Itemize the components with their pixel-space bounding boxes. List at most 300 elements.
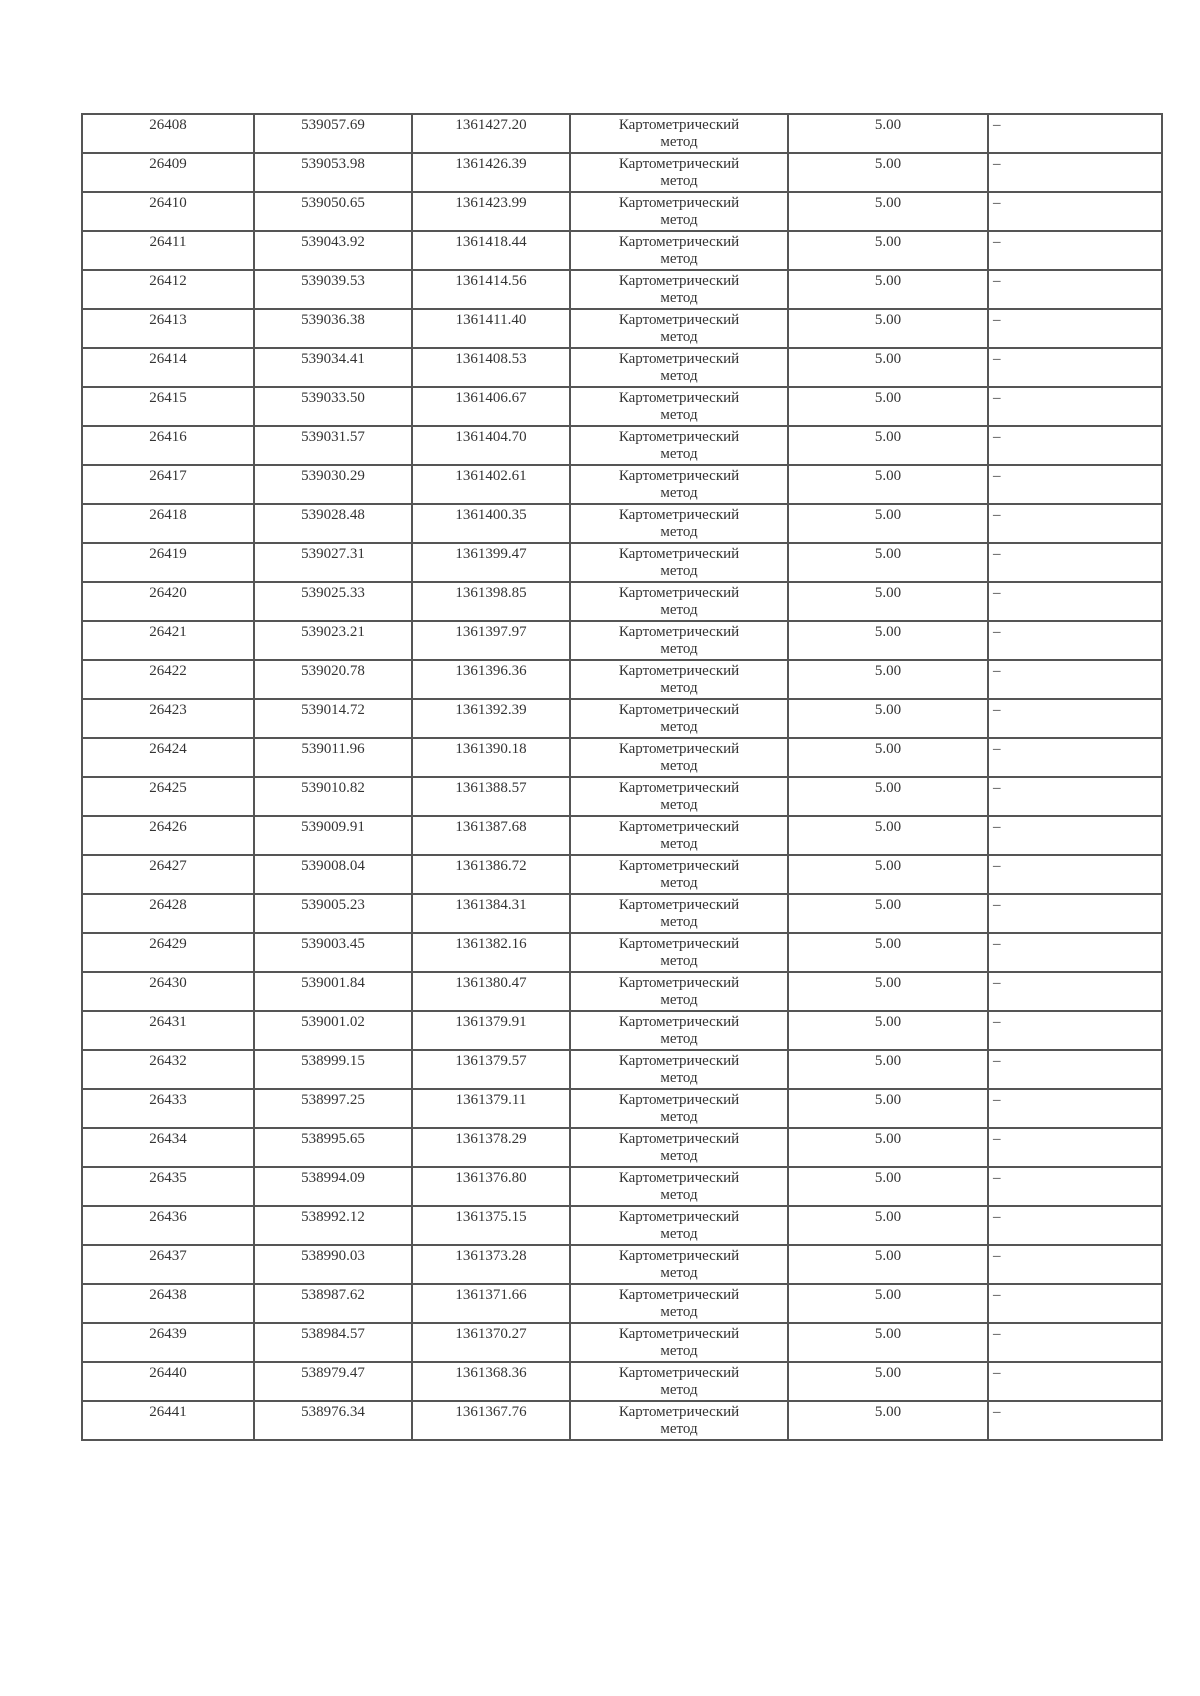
precision-cell: 5.00 bbox=[788, 972, 988, 1011]
method-line-1: Картометрический bbox=[618, 390, 740, 406]
table-row bbox=[82, 543, 1162, 582]
method-line-1: Картометрический bbox=[618, 312, 740, 328]
method-line-1: Картометрический bbox=[618, 1170, 740, 1186]
point-number-cell: 26426 bbox=[82, 816, 254, 855]
method-line-1: Картометрический bbox=[618, 1131, 740, 1147]
method-line-1: Картометрический bbox=[618, 195, 740, 211]
method-line-2: метод bbox=[660, 875, 698, 891]
coordinate-x-cell: 538979.47 bbox=[254, 1362, 412, 1401]
method-line-2: метод bbox=[660, 602, 698, 618]
precision-cell: 5.00 bbox=[788, 1245, 988, 1284]
note-cell: – bbox=[988, 465, 1162, 504]
precision-cell: 5.00 bbox=[788, 621, 988, 660]
coordinate-x-cell: 539008.04 bbox=[254, 855, 412, 894]
method-cell bbox=[570, 543, 788, 582]
method-line-1: Картометрический bbox=[618, 1248, 740, 1264]
point-number-cell: 26431 bbox=[82, 1011, 254, 1050]
note-cell: – bbox=[988, 1284, 1162, 1323]
precision-cell: 5.00 bbox=[788, 309, 988, 348]
precision-cell: 5.00 bbox=[788, 1089, 988, 1128]
table-row bbox=[82, 465, 1162, 504]
note-cell: – bbox=[988, 933, 1162, 972]
table-row bbox=[82, 309, 1162, 348]
point-number-cell: 26429 bbox=[82, 933, 254, 972]
coordinate-y-cell: 1361406.67 bbox=[412, 387, 570, 426]
point-number-cell: 26421 bbox=[82, 621, 254, 660]
coordinate-x-cell: 539010.82 bbox=[254, 777, 412, 816]
precision-cell: 5.00 bbox=[788, 543, 988, 582]
coordinate-x-cell: 539053.98 bbox=[254, 153, 412, 192]
note-cell: – bbox=[988, 348, 1162, 387]
note-cell: – bbox=[988, 1206, 1162, 1245]
coordinate-x-cell: 539057.69 bbox=[254, 114, 412, 153]
coordinate-x-cell: 538997.25 bbox=[254, 1089, 412, 1128]
coordinate-x-cell: 539005.23 bbox=[254, 894, 412, 933]
method-line-1: Картометрический bbox=[618, 507, 740, 523]
note-cell: – bbox=[988, 777, 1162, 816]
note-cell: – bbox=[988, 114, 1162, 153]
note-cell: – bbox=[988, 621, 1162, 660]
coordinate-x-cell: 539033.50 bbox=[254, 387, 412, 426]
coordinate-y-cell: 1361367.76 bbox=[412, 1401, 570, 1440]
precision-cell: 5.00 bbox=[788, 1362, 988, 1401]
method-line-2: метод bbox=[660, 173, 698, 189]
method-line-1: Картометрический bbox=[618, 429, 740, 445]
table-row bbox=[82, 426, 1162, 465]
table-row bbox=[82, 192, 1162, 231]
point-number-cell: 26414 bbox=[82, 348, 254, 387]
method-cell bbox=[570, 660, 788, 699]
method-line-1: Картометрический bbox=[618, 468, 740, 484]
point-number-cell: 26425 bbox=[82, 777, 254, 816]
method-line-2: метод bbox=[660, 1304, 698, 1320]
coordinate-y-cell: 1361379.57 bbox=[412, 1050, 570, 1089]
method-line-1: Картометрический bbox=[618, 702, 740, 718]
coordinate-y-cell: 1361376.80 bbox=[412, 1167, 570, 1206]
coordinate-y-cell: 1361400.35 bbox=[412, 504, 570, 543]
coordinate-y-cell: 1361397.97 bbox=[412, 621, 570, 660]
point-number-cell: 26409 bbox=[82, 153, 254, 192]
precision-cell: 5.00 bbox=[788, 114, 988, 153]
precision-cell: 5.00 bbox=[788, 933, 988, 972]
precision-cell: 5.00 bbox=[788, 426, 988, 465]
coordinate-x-cell: 539031.57 bbox=[254, 426, 412, 465]
note-cell: – bbox=[988, 1128, 1162, 1167]
method-cell bbox=[570, 1323, 788, 1362]
coordinate-y-cell: 1361373.28 bbox=[412, 1245, 570, 1284]
precision-cell: 5.00 bbox=[788, 153, 988, 192]
precision-cell: 5.00 bbox=[788, 192, 988, 231]
method-line-1: Картометрический bbox=[618, 858, 740, 874]
note-cell: – bbox=[988, 270, 1162, 309]
point-number-cell: 26438 bbox=[82, 1284, 254, 1323]
precision-cell: 5.00 bbox=[788, 465, 988, 504]
coordinate-y-cell: 1361396.36 bbox=[412, 660, 570, 699]
method-line-1: Картометрический bbox=[618, 741, 740, 757]
coordinate-y-cell: 1361392.39 bbox=[412, 699, 570, 738]
point-number-cell: 26441 bbox=[82, 1401, 254, 1440]
point-number-cell: 26411 bbox=[82, 231, 254, 270]
method-cell bbox=[570, 348, 788, 387]
method-line-1: Картометрический bbox=[618, 975, 740, 991]
point-number-cell: 26436 bbox=[82, 1206, 254, 1245]
precision-cell: 5.00 bbox=[788, 387, 988, 426]
coordinate-y-cell: 1361411.40 bbox=[412, 309, 570, 348]
method-line-2: метод bbox=[660, 641, 698, 657]
coordinate-y-cell: 1361380.47 bbox=[412, 972, 570, 1011]
coordinate-x-cell: 539027.31 bbox=[254, 543, 412, 582]
method-cell bbox=[570, 1050, 788, 1089]
note-cell: – bbox=[988, 894, 1162, 933]
precision-cell: 5.00 bbox=[788, 270, 988, 309]
table-row bbox=[82, 582, 1162, 621]
method-line-2: метод bbox=[660, 914, 698, 930]
coordinate-x-cell: 539043.92 bbox=[254, 231, 412, 270]
precision-cell: 5.00 bbox=[788, 1128, 988, 1167]
coordinate-x-cell: 539001.02 bbox=[254, 1011, 412, 1050]
method-line-2: метод bbox=[660, 797, 698, 813]
coordinate-y-cell: 1361384.31 bbox=[412, 894, 570, 933]
method-line-1: Картометрический bbox=[618, 546, 740, 562]
coordinate-x-cell: 539030.29 bbox=[254, 465, 412, 504]
point-number-cell: 26412 bbox=[82, 270, 254, 309]
precision-cell: 5.00 bbox=[788, 348, 988, 387]
coordinate-x-cell: 538999.15 bbox=[254, 1050, 412, 1089]
method-line-1: Картометрический bbox=[618, 117, 740, 133]
method-line-1: Картометрический bbox=[618, 897, 740, 913]
table-row bbox=[82, 660, 1162, 699]
note-cell: – bbox=[988, 855, 1162, 894]
method-cell bbox=[570, 621, 788, 660]
note-cell: – bbox=[988, 231, 1162, 270]
coordinate-y-cell: 1361408.53 bbox=[412, 348, 570, 387]
method-line-2: метод bbox=[660, 251, 698, 267]
precision-cell: 5.00 bbox=[788, 777, 988, 816]
note-cell: – bbox=[988, 543, 1162, 582]
note-cell: – bbox=[988, 1401, 1162, 1440]
method-line-1: Картометрический bbox=[618, 156, 740, 172]
table-body bbox=[82, 114, 1162, 1440]
method-cell bbox=[570, 699, 788, 738]
method-line-1: Картометрический bbox=[618, 273, 740, 289]
note-cell: – bbox=[988, 582, 1162, 621]
table-row bbox=[82, 1362, 1162, 1401]
method-cell bbox=[570, 426, 788, 465]
coordinate-x-cell: 539014.72 bbox=[254, 699, 412, 738]
coordinate-x-cell: 539003.45 bbox=[254, 933, 412, 972]
method-line-1: Картометрический bbox=[618, 1092, 740, 1108]
method-line-1: Картометрический bbox=[618, 936, 740, 952]
table-row bbox=[82, 270, 1162, 309]
coordinate-x-cell: 539039.53 bbox=[254, 270, 412, 309]
method-cell bbox=[570, 387, 788, 426]
method-line-1: Картометрический bbox=[618, 1365, 740, 1381]
method-line-1: Картометрический bbox=[618, 234, 740, 250]
method-line-1: Картометрический bbox=[618, 1209, 740, 1225]
note-cell: – bbox=[988, 1167, 1162, 1206]
coordinate-y-cell: 1361399.47 bbox=[412, 543, 570, 582]
method-line-2: метод bbox=[660, 1148, 698, 1164]
point-number-cell: 26435 bbox=[82, 1167, 254, 1206]
method-line-1: Картометрический bbox=[618, 1287, 740, 1303]
method-cell bbox=[570, 1206, 788, 1245]
table-row bbox=[82, 1245, 1162, 1284]
table-row bbox=[82, 738, 1162, 777]
coordinate-x-cell: 539036.38 bbox=[254, 309, 412, 348]
table-row bbox=[82, 387, 1162, 426]
point-number-cell: 26419 bbox=[82, 543, 254, 582]
method-line-2: метод bbox=[660, 563, 698, 579]
coordinate-x-cell: 538994.09 bbox=[254, 1167, 412, 1206]
method-line-2: метод bbox=[660, 836, 698, 852]
method-line-2: метод bbox=[660, 1031, 698, 1047]
method-line-1: Картометрический bbox=[618, 1326, 740, 1342]
table-row bbox=[82, 231, 1162, 270]
note-cell: – bbox=[988, 1245, 1162, 1284]
method-cell bbox=[570, 1362, 788, 1401]
point-number-cell: 26440 bbox=[82, 1362, 254, 1401]
method-line-2: метод bbox=[660, 1226, 698, 1242]
note-cell: – bbox=[988, 816, 1162, 855]
coordinate-x-cell: 539020.78 bbox=[254, 660, 412, 699]
table-row bbox=[82, 816, 1162, 855]
method-cell bbox=[570, 465, 788, 504]
coordinate-x-cell: 538984.57 bbox=[254, 1323, 412, 1362]
coordinate-x-cell: 539025.33 bbox=[254, 582, 412, 621]
coordinate-y-cell: 1361418.44 bbox=[412, 231, 570, 270]
precision-cell: 5.00 bbox=[788, 231, 988, 270]
method-line-2: метод bbox=[660, 485, 698, 501]
point-number-cell: 26416 bbox=[82, 426, 254, 465]
note-cell: – bbox=[988, 309, 1162, 348]
method-cell bbox=[570, 816, 788, 855]
method-line-2: метод bbox=[660, 290, 698, 306]
method-line-2: метод bbox=[660, 1109, 698, 1125]
table-row bbox=[82, 1128, 1162, 1167]
table-row bbox=[82, 972, 1162, 1011]
method-line-2: метод bbox=[660, 1382, 698, 1398]
method-line-1: Картометрический bbox=[618, 1053, 740, 1069]
coordinate-y-cell: 1361426.39 bbox=[412, 153, 570, 192]
method-cell bbox=[570, 114, 788, 153]
precision-cell: 5.00 bbox=[788, 1167, 988, 1206]
coordinate-y-cell: 1361375.15 bbox=[412, 1206, 570, 1245]
precision-cell: 5.00 bbox=[788, 855, 988, 894]
point-number-cell: 26415 bbox=[82, 387, 254, 426]
method-line-2: метод bbox=[660, 719, 698, 735]
point-number-cell: 26423 bbox=[82, 699, 254, 738]
method-cell bbox=[570, 738, 788, 777]
coordinate-x-cell: 539028.48 bbox=[254, 504, 412, 543]
table-row bbox=[82, 1206, 1162, 1245]
table-row bbox=[82, 1284, 1162, 1323]
method-cell bbox=[570, 1128, 788, 1167]
point-number-cell: 26432 bbox=[82, 1050, 254, 1089]
method-line-1: Картометрический bbox=[618, 819, 740, 835]
coordinates-table bbox=[81, 113, 1163, 1441]
coordinate-y-cell: 1361398.85 bbox=[412, 582, 570, 621]
coordinate-y-cell: 1361414.56 bbox=[412, 270, 570, 309]
method-line-2: метод bbox=[660, 1070, 698, 1086]
note-cell: – bbox=[988, 699, 1162, 738]
table-row bbox=[82, 1011, 1162, 1050]
method-cell bbox=[570, 1011, 788, 1050]
method-line-2: метод bbox=[660, 212, 698, 228]
table-row bbox=[82, 504, 1162, 543]
precision-cell: 5.00 bbox=[788, 699, 988, 738]
note-cell: – bbox=[988, 1089, 1162, 1128]
point-number-cell: 26433 bbox=[82, 1089, 254, 1128]
method-line-2: метод bbox=[660, 953, 698, 969]
point-number-cell: 26417 bbox=[82, 465, 254, 504]
point-number-cell: 26418 bbox=[82, 504, 254, 543]
precision-cell: 5.00 bbox=[788, 738, 988, 777]
method-line-2: метод bbox=[660, 1421, 698, 1437]
method-line-1: Картометрический bbox=[618, 663, 740, 679]
method-line-1: Картометрический bbox=[618, 624, 740, 640]
point-number-cell: 26410 bbox=[82, 192, 254, 231]
table-row bbox=[82, 855, 1162, 894]
table-row bbox=[82, 114, 1162, 153]
method-cell bbox=[570, 1089, 788, 1128]
coordinate-y-cell: 1361402.61 bbox=[412, 465, 570, 504]
method-cell bbox=[570, 933, 788, 972]
note-cell: – bbox=[988, 504, 1162, 543]
coordinate-x-cell: 538992.12 bbox=[254, 1206, 412, 1245]
method-line-1: Картометрический bbox=[618, 780, 740, 796]
precision-cell: 5.00 bbox=[788, 1401, 988, 1440]
method-cell bbox=[570, 192, 788, 231]
note-cell: – bbox=[988, 972, 1162, 1011]
method-cell bbox=[570, 270, 788, 309]
method-cell bbox=[570, 777, 788, 816]
coordinate-y-cell: 1361368.36 bbox=[412, 1362, 570, 1401]
note-cell: – bbox=[988, 1362, 1162, 1401]
method-line-2: метод bbox=[660, 680, 698, 696]
note-cell: – bbox=[988, 660, 1162, 699]
note-cell: – bbox=[988, 738, 1162, 777]
method-cell bbox=[570, 1401, 788, 1440]
table-row bbox=[82, 1089, 1162, 1128]
precision-cell: 5.00 bbox=[788, 660, 988, 699]
point-number-cell: 26430 bbox=[82, 972, 254, 1011]
coordinate-y-cell: 1361382.16 bbox=[412, 933, 570, 972]
point-number-cell: 26428 bbox=[82, 894, 254, 933]
point-number-cell: 26413 bbox=[82, 309, 254, 348]
table-row bbox=[82, 621, 1162, 660]
point-number-cell: 26427 bbox=[82, 855, 254, 894]
coordinate-y-cell: 1361370.27 bbox=[412, 1323, 570, 1362]
coordinate-x-cell: 539011.96 bbox=[254, 738, 412, 777]
method-cell bbox=[570, 894, 788, 933]
coordinate-x-cell: 538976.34 bbox=[254, 1401, 412, 1440]
table-row bbox=[82, 153, 1162, 192]
coordinate-x-cell: 539009.91 bbox=[254, 816, 412, 855]
method-cell bbox=[570, 582, 788, 621]
coordinate-x-cell: 539034.41 bbox=[254, 348, 412, 387]
method-line-1: Картометрический bbox=[618, 1404, 740, 1420]
method-line-1: Картометрический bbox=[618, 585, 740, 601]
point-number-cell: 26420 bbox=[82, 582, 254, 621]
table-row bbox=[82, 777, 1162, 816]
note-cell: – bbox=[988, 1323, 1162, 1362]
table-row bbox=[82, 1167, 1162, 1206]
coordinate-x-cell: 539050.65 bbox=[254, 192, 412, 231]
coordinate-y-cell: 1361386.72 bbox=[412, 855, 570, 894]
coordinate-x-cell: 539023.21 bbox=[254, 621, 412, 660]
method-cell bbox=[570, 972, 788, 1011]
point-number-cell: 26439 bbox=[82, 1323, 254, 1362]
coordinate-x-cell: 538995.65 bbox=[254, 1128, 412, 1167]
coordinate-y-cell: 1361427.20 bbox=[412, 114, 570, 153]
point-number-cell: 26437 bbox=[82, 1245, 254, 1284]
coordinate-y-cell: 1361423.99 bbox=[412, 192, 570, 231]
method-line-1: Картометрический bbox=[618, 1014, 740, 1030]
coordinate-x-cell: 538987.62 bbox=[254, 1284, 412, 1323]
coordinate-y-cell: 1361379.11 bbox=[412, 1089, 570, 1128]
note-cell: – bbox=[988, 1050, 1162, 1089]
coordinate-x-cell: 538990.03 bbox=[254, 1245, 412, 1284]
note-cell: – bbox=[988, 426, 1162, 465]
table-row bbox=[82, 1050, 1162, 1089]
method-line-2: метод bbox=[660, 407, 698, 423]
method-line-2: метод bbox=[660, 758, 698, 774]
precision-cell: 5.00 bbox=[788, 1284, 988, 1323]
precision-cell: 5.00 bbox=[788, 1323, 988, 1362]
method-cell bbox=[570, 309, 788, 348]
point-number-cell: 26422 bbox=[82, 660, 254, 699]
precision-cell: 5.00 bbox=[788, 1206, 988, 1245]
method-line-2: метод bbox=[660, 134, 698, 150]
method-cell bbox=[570, 1167, 788, 1206]
method-cell bbox=[570, 1284, 788, 1323]
point-number-cell: 26424 bbox=[82, 738, 254, 777]
method-line-2: метод bbox=[660, 524, 698, 540]
method-line-1: Картометрический bbox=[618, 351, 740, 367]
coordinate-y-cell: 1361404.70 bbox=[412, 426, 570, 465]
coordinate-y-cell: 1361390.18 bbox=[412, 738, 570, 777]
note-cell: – bbox=[988, 153, 1162, 192]
method-cell bbox=[570, 855, 788, 894]
method-line-2: метод bbox=[660, 1265, 698, 1281]
precision-cell: 5.00 bbox=[788, 582, 988, 621]
point-number-cell: 26434 bbox=[82, 1128, 254, 1167]
method-line-2: метод bbox=[660, 992, 698, 1008]
coordinate-y-cell: 1361378.29 bbox=[412, 1128, 570, 1167]
note-cell: – bbox=[988, 192, 1162, 231]
method-cell bbox=[570, 153, 788, 192]
coordinate-y-cell: 1361388.57 bbox=[412, 777, 570, 816]
method-cell bbox=[570, 231, 788, 270]
precision-cell: 5.00 bbox=[788, 504, 988, 543]
method-cell bbox=[570, 1245, 788, 1284]
note-cell: – bbox=[988, 387, 1162, 426]
coordinate-y-cell: 1361387.68 bbox=[412, 816, 570, 855]
precision-cell: 5.00 bbox=[788, 1050, 988, 1089]
note-cell: – bbox=[988, 1011, 1162, 1050]
table-row bbox=[82, 699, 1162, 738]
coordinate-y-cell: 1361379.91 bbox=[412, 1011, 570, 1050]
precision-cell: 5.00 bbox=[788, 894, 988, 933]
table-row bbox=[82, 1401, 1162, 1440]
coordinate-x-cell: 539001.84 bbox=[254, 972, 412, 1011]
table-row bbox=[82, 348, 1162, 387]
precision-cell: 5.00 bbox=[788, 816, 988, 855]
method-line-2: метод bbox=[660, 329, 698, 345]
method-cell bbox=[570, 504, 788, 543]
precision-cell: 5.00 bbox=[788, 1011, 988, 1050]
method-line-2: метод bbox=[660, 1187, 698, 1203]
